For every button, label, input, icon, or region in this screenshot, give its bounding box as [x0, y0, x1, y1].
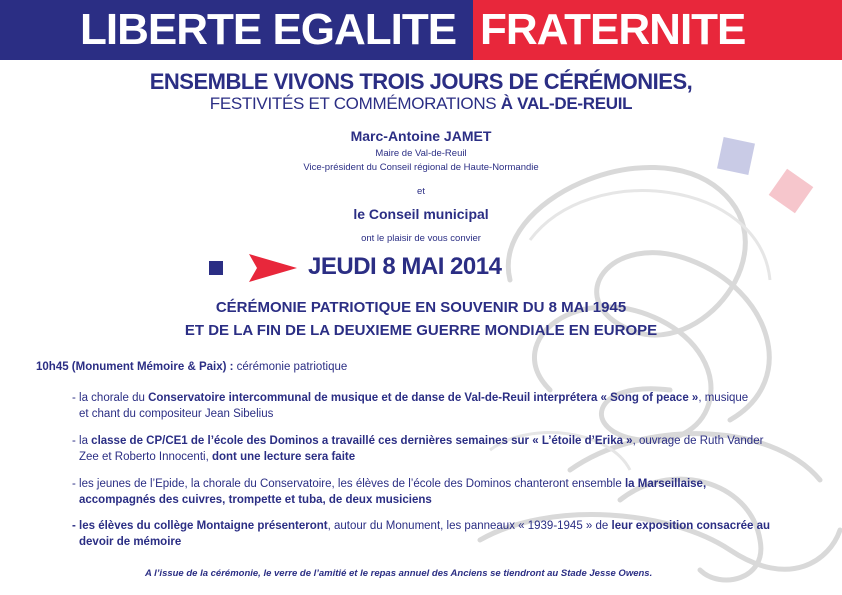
item2-b: classe de CP/CE1 de l’école des Dominos a travaillé ces dernières semaines sur « L’étoile d’Erika » — [91, 435, 633, 447]
and-text: et — [417, 186, 425, 197]
item2-a: - la — [72, 435, 92, 447]
header-banner — [0, 0, 842, 60]
item3-c: accompagnés des cuivres, trompette et tuba, de deux musiciens — [79, 494, 432, 506]
invite-text: ont le plaisir de vous convier — [361, 233, 481, 244]
mayor-name: Marc-Antoine JAMET — [350, 128, 492, 144]
item2-c: , ouvrage de Ruth Vander — [632, 435, 764, 447]
mayor-title: Maire de Val-de-Reuil — [375, 148, 467, 159]
item4-d: devoir de mémoire — [79, 536, 182, 548]
subheadline-a: FESTIVITÉS ET COMMÉMORATIONS — [209, 94, 501, 113]
ceremony-title: CÉRÉMONIE PATRIOTIQUE EN SOUVENIR DU 8 MAI 1945 — [215, 299, 627, 316]
item4-a: - les élèves du collège Montaigne présenteront — [72, 520, 328, 532]
program-item-3 — [72, 476, 817, 508]
item1-b: Conservatoire intercommunal de musique et de danse de Val-de-Reuil interprétera « Song of peace » — [148, 392, 699, 404]
council-name: le Conseil municipal — [353, 206, 489, 222]
headline: ENSEMBLE VIVONS TROIS JOURS DE CÉRÉMONIES, — [149, 69, 693, 94]
subheadline — [0, 94, 842, 114]
footer-note: A l’issue de la cérémonie, le verre de l’amitié et le repas annuel des Anciens se tiendront au Stade Jesse Owens. — [145, 568, 653, 579]
program-time — [36, 359, 347, 375]
program-item-2 — [72, 433, 817, 465]
time-desc: cérémonie patriotique — [233, 361, 348, 373]
banner-right: FRATERNITE — [473, 0, 842, 60]
item2-e: dont une lecture sera faite — [211, 451, 356, 463]
blue-square-icon — [209, 261, 223, 275]
item4-b: , autour du Monument, les panneaux « 1939-1945 » de — [327, 520, 612, 532]
item3-a: - les jeunes de l’Epide, la chorale du Conservatoire, les élèves de l’école des Dominos chanteront ensemble — [72, 478, 625, 490]
item1-d: et chant du compositeur Jean Sibelius — [79, 408, 274, 420]
item4-c: leur exposition consacrée au — [611, 520, 771, 532]
time-label: 10h45 (Monument Mémoire & Paix) : — [36, 361, 234, 373]
item2-d: Zee et Roberto Innocenti, — [79, 451, 212, 463]
ceremony-subtitle: ET DE LA FIN DE LA DEUXIEME GUERRE MONDIALE EN EUROPE — [184, 322, 658, 339]
event-date: JEUDI 8 MAI 2014 — [308, 253, 502, 280]
mayor-title-2: Vice-président du Conseil régional de Haute-Normandie — [303, 162, 539, 173]
red-arrow-icon — [249, 252, 299, 284]
banner-left: LIBERTE EGALITE — [0, 0, 473, 60]
item1-a: - la chorale du — [72, 392, 149, 404]
program-item-4 — [72, 518, 817, 550]
subheadline-b: À VAL-DE-REUIL — [500, 94, 633, 113]
program-item-1 — [72, 390, 817, 422]
item1-c: , musique — [698, 392, 749, 404]
item3-b: la Marseillaise, — [624, 478, 707, 490]
